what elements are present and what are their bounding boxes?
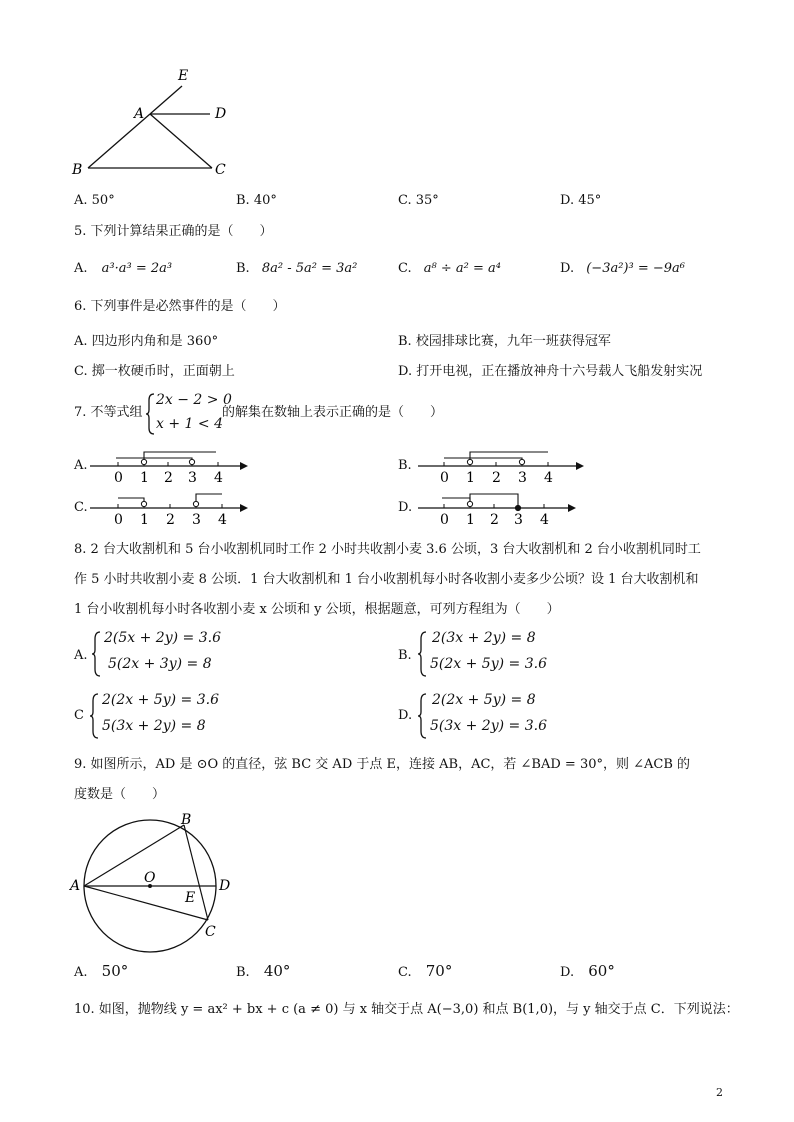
q7-option-a-label[interactable]: A.: [74, 458, 88, 473]
q8-option-d-eq-1: 2(2x + 5y) = 8: [432, 692, 536, 708]
q7b-tick-4: 4: [544, 470, 553, 486]
q9-option-d[interactable]: [560, 962, 615, 980]
q6-option-a[interactable]: A. 四边形内角和是 360°: [74, 334, 219, 349]
q9-label-o: O: [144, 870, 156, 886]
q7-option-a-numberline[interactable]: [90, 446, 250, 486]
q5-stem: 5. 下列计算结果正确的是（ ）: [74, 224, 273, 239]
q7a-tick-3: 3: [188, 470, 197, 486]
q7-option-c-numberline[interactable]: [90, 488, 250, 528]
q7c-tick-3: 3: [192, 512, 201, 528]
q8-option-b-eq-1: 2(3x + 2y) = 8: [432, 630, 536, 646]
q7a-tick-2: 2: [164, 470, 173, 486]
q7-suffix: 的解集在数轴上表示正确的是（ ）: [222, 405, 444, 420]
q8-stem-line-3: 1 台小收割机每小时各收割小麦 x 公顷和 y 公顷，根据题意，可列方程组为（ ）: [74, 602, 560, 617]
q7c-tick-2: 2: [166, 512, 175, 528]
q5-option-b[interactable]: [236, 261, 357, 276]
fig4-label-c: C: [215, 162, 226, 178]
q5-option-d[interactable]: [560, 261, 685, 276]
q7-ineq-1: 2x − 2 > 0: [156, 392, 232, 408]
q7b-tick-0: 0: [440, 470, 449, 486]
fig4-label-b: B: [72, 162, 83, 178]
q9-option-a-value: 50°: [101, 962, 129, 980]
q8-option-c-brace: [90, 692, 100, 740]
q7-option-d-numberline[interactable]: [418, 488, 588, 528]
q8-option-a-eq-2: 5(2x + 3y) = 8: [108, 656, 212, 672]
q7-option-b-label[interactable]: B.: [398, 458, 412, 473]
q7-option-b-numberline[interactable]: [418, 446, 588, 486]
q9-option-b[interactable]: [236, 962, 290, 980]
q7-brace: [146, 392, 156, 436]
fig4-label-a: A: [134, 106, 145, 122]
q9-option-a-label: A.: [74, 965, 88, 980]
q7-prefix: 7. 不等式组: [74, 405, 143, 420]
q8-option-a-label[interactable]: A.: [74, 648, 88, 663]
q9-option-b-value: 40°: [263, 962, 291, 980]
q8-option-b-brace: [418, 630, 428, 678]
q9-stem-line-2: 度数是（ ）: [74, 787, 166, 802]
q9-option-a[interactable]: [74, 962, 128, 980]
q8-option-c-eq-1: 2(2x + 5y) = 3.6: [102, 692, 219, 708]
q7c-tick-4: 4: [218, 512, 227, 528]
q8-option-d-brace: [418, 692, 428, 740]
q7d-tick-2: 2: [490, 512, 499, 528]
q9-option-b-label: B.: [236, 965, 250, 980]
q5-option-b-expr: 8a² - 5a² = 3a²: [261, 261, 358, 276]
q9-label-a: A: [70, 878, 81, 894]
q7-option-d-label[interactable]: D.: [398, 500, 413, 515]
q9-option-c-label: C.: [398, 965, 412, 980]
q4-option-b[interactable]: B. 40°: [236, 193, 277, 208]
q9-stem-line-1: 9. 如图所示，AD 是 ⊙O 的直径，弦 BC 交 AD 于点 E，连接 AB，AC，若 ∠BAD = 30°，则 ∠ACB 的: [74, 757, 691, 772]
q8-option-a-brace: [92, 630, 102, 678]
q9-label-b: B: [181, 812, 192, 828]
q4-figure: [60, 60, 260, 190]
q5-option-b-label: B.: [236, 261, 250, 276]
q5-option-a-expr: a³·a³ = 2a³: [101, 261, 173, 276]
q8-stem-line-1: 8. 2 台大收割机和 5 台小收割机同时工作 2 小时共收割小麦 3.6 公顷，3 台大收割机和 2 台小收割机同时工: [74, 542, 701, 557]
q6-option-d[interactable]: D. 打开电视，正在播放神舟十六号载人飞船发射实况: [398, 364, 703, 379]
q4-option-a[interactable]: A. 50°: [74, 193, 115, 208]
q8-option-b-label[interactable]: B.: [398, 648, 412, 663]
q8-option-a-eq-1: 2(5x + 2y) = 3.6: [104, 630, 221, 646]
q7-ineq-2: x + 1 < 4: [156, 416, 223, 432]
q7c-tick-0: 0: [114, 512, 123, 528]
q9-label-c: C: [205, 924, 216, 940]
q9-option-d-label: D.: [560, 965, 575, 980]
q8-option-d-label[interactable]: D.: [398, 708, 413, 723]
q5-option-d-expr: (−3a²)³ = −9a⁶: [586, 261, 685, 276]
fig4-label-d: D: [215, 106, 227, 122]
q5-option-a[interactable]: [74, 261, 172, 276]
q7d-tick-1: 1: [466, 512, 475, 528]
q5-option-c[interactable]: [398, 261, 501, 276]
q4-option-c[interactable]: C. 35°: [398, 193, 439, 208]
q7-option-c-label[interactable]: C.: [74, 500, 88, 515]
q6-stem: 6. 下列事件是必然事件的是（ ）: [74, 299, 286, 314]
q9-label-e: E: [185, 890, 196, 906]
q7b-tick-3: 3: [518, 470, 527, 486]
q5-option-d-label: D.: [560, 261, 575, 276]
q7d-tick-0: 0: [440, 512, 449, 528]
q7b-tick-1: 1: [466, 470, 475, 486]
page-number: 2: [716, 1086, 723, 1099]
q9-option-c-value: 70°: [425, 962, 453, 980]
q9-option-d-value: 60°: [588, 962, 615, 980]
q8-stem-line-2: 作 5 小时共收割小麦 8 公顷．1 台大收割机和 1 台小收割机每小时各收割小麦多少公顷？设 1 台大收割机和: [74, 572, 699, 587]
q7a-tick-1: 1: [140, 470, 149, 486]
q7a-tick-4: 4: [214, 470, 223, 486]
q7d-tick-4: 4: [540, 512, 549, 528]
q8-option-b-eq-2: 5(2x + 5y) = 3.6: [430, 656, 547, 672]
fig4-label-e: E: [178, 68, 189, 84]
q10-stem: 10. 如图，抛物线 y = ax² + bx + c (a ≠ 0) 与 x 轴交于点 A(−3,0) 和点 B(1,0)，与 y 轴交于点 C．下列说法：: [74, 1002, 739, 1017]
q7c-tick-1: 1: [140, 512, 149, 528]
q6-option-b[interactable]: B. 校园排球比赛，九年一班获得冠军: [398, 334, 611, 349]
q8-option-d-eq-2: 5(3x + 2y) = 3.6: [430, 718, 547, 734]
q5-option-a-label: A.: [74, 261, 88, 276]
q6-option-c[interactable]: C. 掷一枚硬币时，正面朝上: [74, 364, 235, 379]
q9-circle-figure: [64, 810, 244, 960]
q5-option-c-label: C.: [398, 261, 412, 276]
q9-option-c[interactable]: [398, 962, 452, 980]
q4-option-d[interactable]: D. 45°: [560, 193, 602, 208]
q8-option-c-eq-2: 5(3x + 2y) = 8: [102, 718, 206, 734]
q5-option-c-expr: a⁸ ÷ a² = a⁴: [423, 261, 501, 276]
q7a-tick-0: 0: [114, 470, 123, 486]
q8-option-c-label[interactable]: C: [74, 708, 84, 723]
q7b-tick-2: 2: [492, 470, 501, 486]
q9-label-d: D: [219, 878, 231, 894]
q7d-tick-3: 3: [514, 512, 523, 528]
